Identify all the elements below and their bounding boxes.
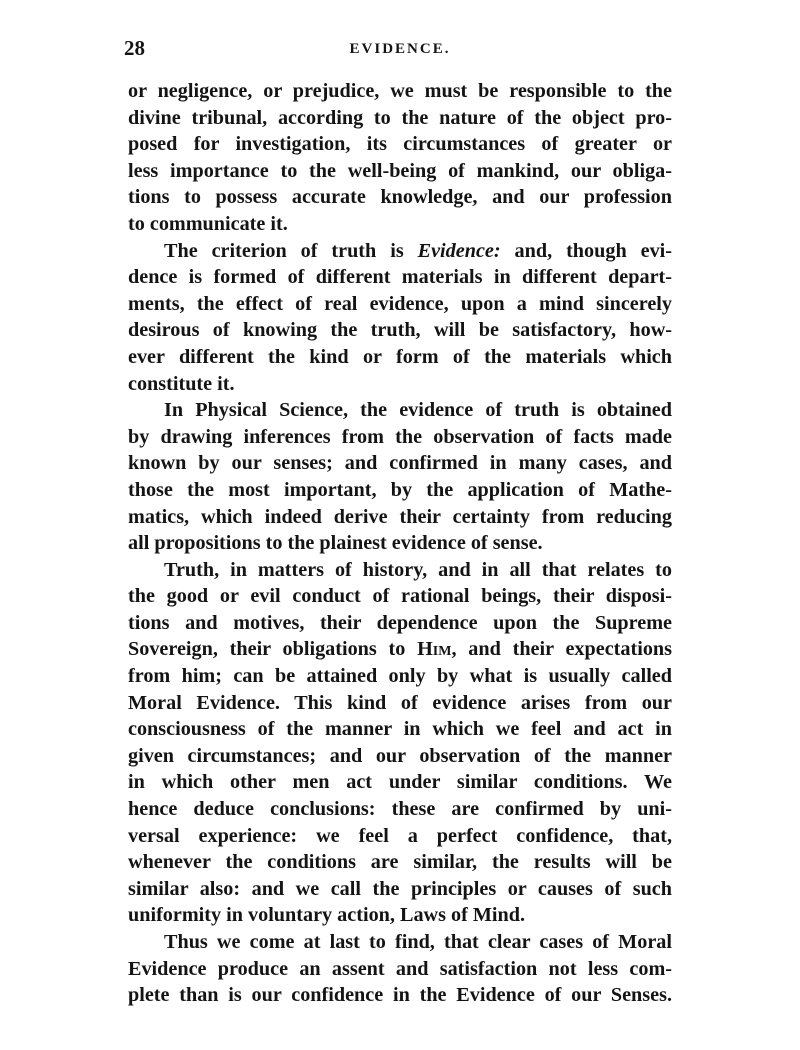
text-line: less importance to the well-being of mankind, our obliga- — [128, 159, 672, 182]
small-caps-word: Him — [417, 638, 452, 661]
text-line — [128, 636, 672, 663]
text-segment: Sovereign, their obligations to — [128, 638, 418, 661]
text-line: dence is formed of different materials in different depart- — [128, 266, 672, 289]
text-line: tions to possess accurate knowledge, and our profession — [128, 186, 672, 209]
text-line: in which other men act under similar conditions. We — [128, 771, 672, 794]
paragraph-5 — [128, 929, 672, 1009]
running-head — [124, 34, 672, 64]
text-line: matics, which indeed derive their certainty from reducing — [128, 505, 672, 528]
text-line: ever different the kind or form of the materials which — [128, 345, 672, 368]
text-line: hence deduce conclusions: these are confirmed by uni- — [128, 798, 672, 821]
text-line: similar also: and we call the principles or causes of such — [128, 877, 672, 900]
text-segment: , and their expectations — [451, 638, 672, 661]
text-segment: The criterion of truth is — [164, 239, 418, 262]
paragraph-2 — [128, 238, 672, 398]
text-line: whenever the conditions are similar, the results will be — [128, 851, 672, 874]
text-line: divine tribunal, according to the nature of the object pro- — [128, 106, 672, 129]
text-segment: and, though evi- — [500, 239, 672, 262]
text-line: uniformity in voluntary action, Laws of Mind. — [128, 904, 526, 927]
text-line: Moral Evidence. This kind of evidence arises from our — [128, 691, 672, 714]
text-line: consciousness of the manner in which we feel and act in — [128, 718, 672, 741]
text-line: desirous of knowing the truth, will be satisfactory, how- — [128, 319, 672, 342]
body-text — [128, 78, 672, 1009]
running-title: EVIDENCE. — [349, 41, 451, 57]
text-line: by drawing inferences from the observation of facts made — [128, 425, 672, 448]
text-line: those the most important, by the application of Mathe- — [128, 478, 672, 501]
text-line: In Physical Science, the evidence of truth is obtained — [164, 399, 672, 422]
text-line: versal experience: we feel a perfect confidence, that, — [128, 824, 672, 847]
paragraph-3 — [128, 397, 672, 557]
text-line: ments, the effect of real evidence, upon a mind sincerely — [128, 292, 672, 315]
page-number: 28 — [124, 36, 145, 60]
text-line: Thus we come at last to find, that clear cases of Moral — [164, 931, 672, 953]
text-line: the good or evil conduct of rational beings, their disposi- — [128, 585, 672, 608]
text-line: all propositions to the plainest evidence of sense. — [128, 532, 543, 555]
paragraph-4 — [128, 557, 672, 929]
book-page — [124, 34, 672, 1009]
text-line: Truth, in matters of history, and in all that relates to — [164, 558, 672, 581]
text-line: or negligence, or prejudice, we must be responsible to the — [128, 80, 672, 102]
text-line: posed for investigation, its circumstances of greater or — [128, 133, 672, 156]
text-line: constitute it. — [128, 372, 235, 395]
text-line: known by our senses; and confirmed in many cases, and — [128, 452, 672, 475]
text-line: tions and motives, their dependence upon the Supreme — [128, 611, 672, 634]
text-line: plete than is our confidence in the Evidence of our Senses. — [128, 984, 672, 1007]
italic-term: Evidence: — [417, 239, 501, 262]
text-line: to communicate it. — [128, 212, 288, 235]
text-line: from him; can be attained only by what is usually called — [128, 665, 672, 688]
paragraph-1 — [128, 78, 672, 238]
text-line: given circumstances; and our observation of the manner — [128, 744, 672, 767]
text-line — [128, 238, 672, 265]
text-line: Evidence produce an assent and satisfaction not less com- — [128, 957, 672, 980]
